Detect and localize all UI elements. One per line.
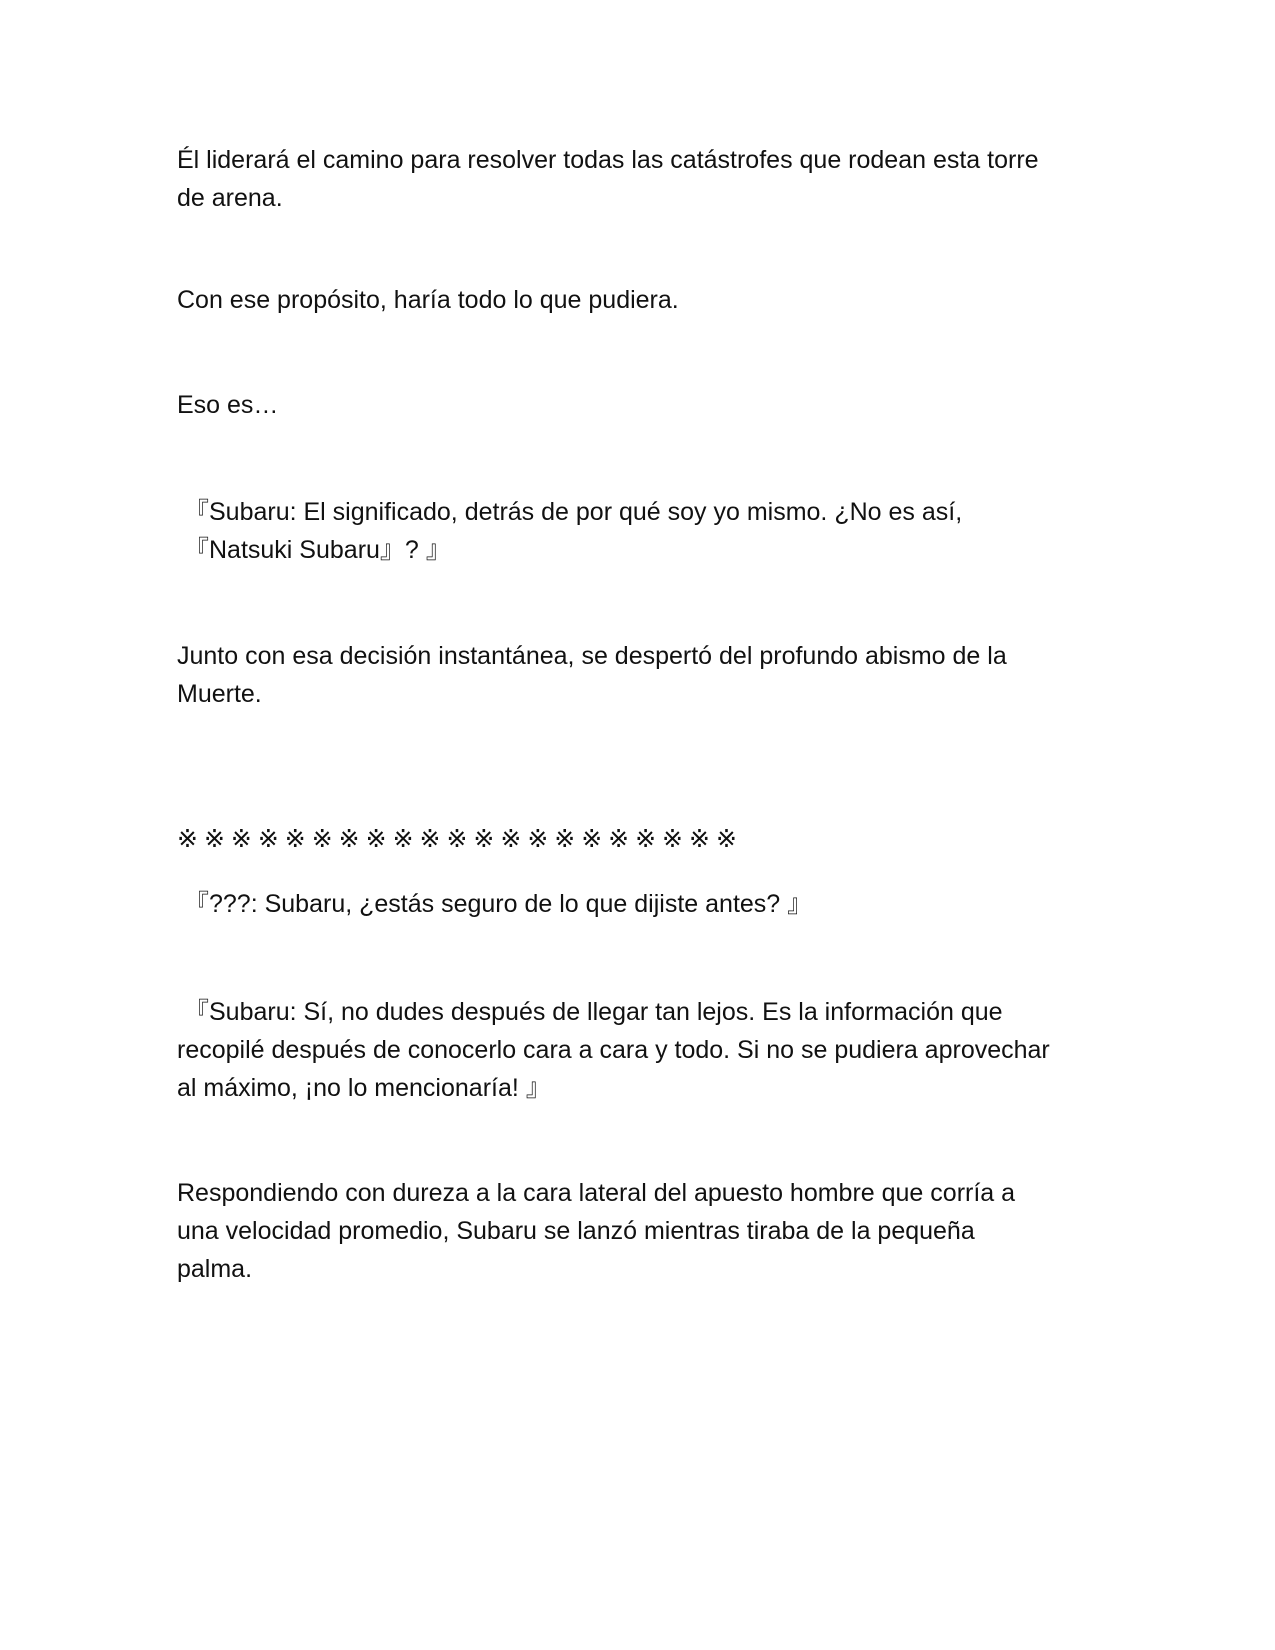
text-line: una velocidad promedio, Subaru se lanzó mientras tiraba de la pequeña bbox=[177, 1217, 975, 1245]
text-line: palma. bbox=[177, 1255, 253, 1283]
paragraph-2 bbox=[177, 281, 1117, 319]
dialog-paragraph-2 bbox=[184, 885, 1124, 923]
text-line: 『Subaru: Sí, no dudes después de llegar tan lejos. Es la información que bbox=[184, 998, 1003, 1026]
text-line: de arena. bbox=[177, 184, 283, 212]
paragraph-5 bbox=[177, 1174, 1117, 1288]
text-line: 『Subaru: El significado, detrás de por qué soy yo mismo. ¿No es así, bbox=[184, 498, 963, 526]
text-line: Muerte. bbox=[177, 680, 262, 708]
text-line: Respondiendo con dureza a la cara lateral del apuesto hombre que corría a bbox=[177, 1179, 1016, 1207]
text-line: al máximo, ¡no lo mencionaría! 』 bbox=[177, 1074, 551, 1102]
text-line: Él liderará el camino para resolver todas las catástrofes que rodean esta torre bbox=[177, 146, 1039, 174]
text-line: recopilé después de conocerlo cara a cara y todo. Si no se pudiera aprovechar bbox=[177, 1036, 1050, 1064]
text-line: Eso es… bbox=[177, 391, 279, 419]
text-line: 『Natsuki Subaru』? 』 bbox=[184, 536, 451, 564]
separator-symbols: ※※※※※※※※※※※※※※※※※※※※※ bbox=[177, 824, 743, 853]
paragraph-3 bbox=[177, 386, 1117, 424]
paragraph-1 bbox=[177, 141, 1117, 217]
text-line: 『???: Subaru, ¿estás seguro de lo que dijiste antes? 』 bbox=[184, 890, 813, 918]
section-separator bbox=[177, 820, 743, 858]
dialog-paragraph-3 bbox=[177, 993, 1124, 1107]
text-line: Con ese propósito, haría todo lo que pudiera. bbox=[177, 286, 679, 314]
text-line: Junto con esa decisión instantánea, se despertó del profundo abismo de la bbox=[177, 642, 1007, 670]
dialog-paragraph-1 bbox=[184, 493, 1124, 569]
paragraph-4 bbox=[177, 637, 1117, 713]
